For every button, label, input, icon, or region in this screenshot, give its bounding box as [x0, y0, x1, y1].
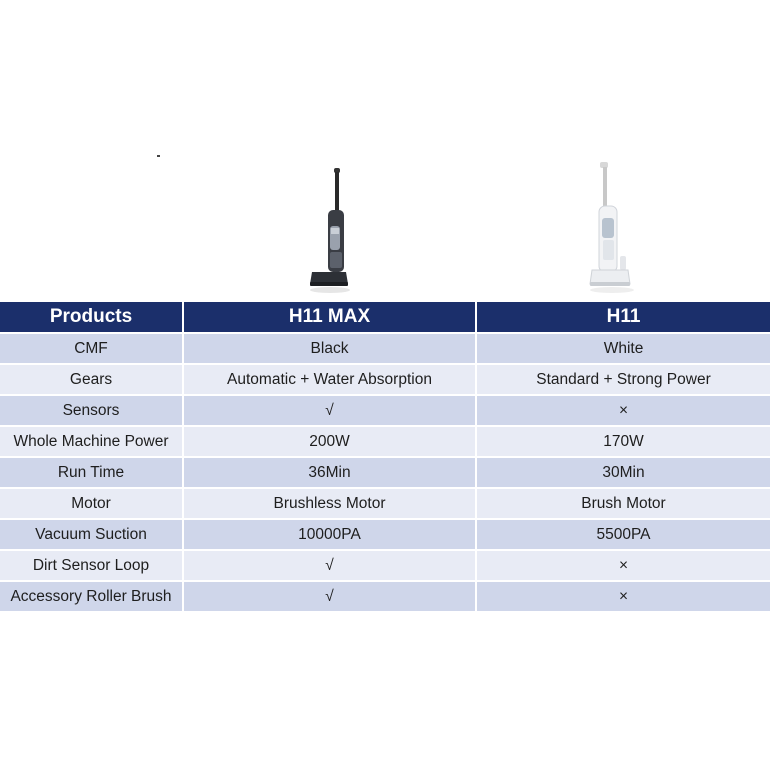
row-label: CMF	[0, 333, 183, 364]
h11-value: 30Min	[476, 457, 770, 488]
row-label: Whole Machine Power	[0, 426, 183, 457]
table-row	[0, 457, 770, 488]
table-row	[0, 581, 770, 611]
table-row	[0, 426, 770, 457]
row-label: Sensors	[0, 395, 183, 426]
h11-max-value: 10000PA	[183, 519, 476, 550]
table-row	[0, 395, 770, 426]
h11-max-value: √	[183, 395, 476, 426]
row-label: Accessory Roller Brush	[0, 581, 183, 611]
table-row	[0, 488, 770, 519]
stray-dot	[157, 155, 160, 157]
table-row	[0, 550, 770, 581]
h11-max-value: 36Min	[183, 457, 476, 488]
h11-value: ×	[476, 581, 770, 611]
header-products: Products	[0, 302, 183, 333]
row-label: Run Time	[0, 457, 183, 488]
h11-max-value: √	[183, 581, 476, 611]
h11-max-product-image	[306, 166, 356, 294]
h11-max-value: √	[183, 550, 476, 581]
row-label: Motor	[0, 488, 183, 519]
h11-value: Brush Motor	[476, 488, 770, 519]
h11-value: 170W	[476, 426, 770, 457]
h11-max-value: Black	[183, 333, 476, 364]
h11-value: ×	[476, 395, 770, 426]
comparison-table	[0, 302, 770, 611]
h11-max-value: Automatic + Water Absorption	[183, 364, 476, 395]
table-row	[0, 333, 770, 364]
h11-max-value: Brushless Motor	[183, 488, 476, 519]
row-label: Dirt Sensor Loop	[0, 550, 183, 581]
h11-value: ×	[476, 550, 770, 581]
header-h11: H11	[476, 302, 770, 333]
h11-product-image	[584, 160, 640, 294]
h11-max-value: 200W	[183, 426, 476, 457]
h11-value: White	[476, 333, 770, 364]
h11-value: 5500PA	[476, 519, 770, 550]
table-row	[0, 519, 770, 550]
header-h11-max: H11 MAX	[183, 302, 476, 333]
table-header-row	[0, 302, 770, 333]
row-label: Gears	[0, 364, 183, 395]
table-row	[0, 364, 770, 395]
row-label: Vacuum Suction	[0, 519, 183, 550]
h11-value: Standard + Strong Power	[476, 364, 770, 395]
